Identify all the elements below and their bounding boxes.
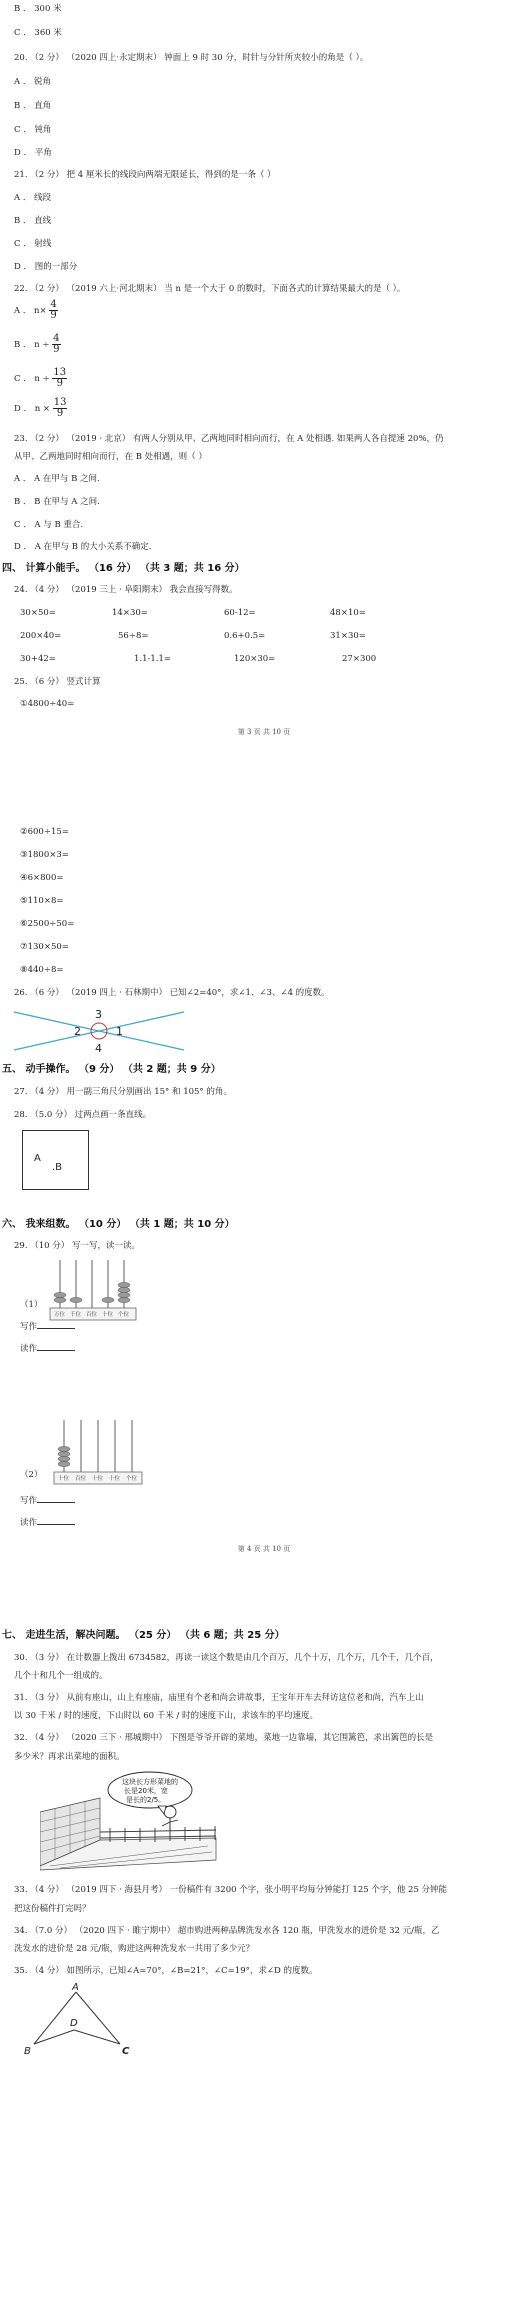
abacus-col-label: 百位	[86, 1312, 98, 1318]
q25-item-1: ①4800÷40=	[20, 699, 75, 709]
fraction: $\frac{4}{9}$	[53, 333, 60, 355]
calc-item: 1.1-1.1=	[134, 654, 172, 664]
intersecting-lines-diagram	[14, 1006, 184, 1054]
calc-item: 14×30=	[112, 608, 148, 618]
page-footer: 第 3 页 共 10 页	[237, 728, 291, 736]
section-5-heading: 五、 动手操作。 （9 分） （共 2 题；共 9 分）	[2, 1064, 221, 1075]
angle-label-4: 4	[95, 1042, 102, 1054]
question-34: 34. （7.0 分） （2020 四下 · 睢宁期中） 超市购进两种品牌洗发水各 120 瓶，甲洗发水的进价是 32 元/瓶，乙	[14, 1926, 440, 1936]
read-line-2: 读作	[20, 1516, 75, 1528]
fraction: $\frac{13}{9}$	[53, 397, 67, 419]
section-6-heading: 六、 我来组数。 （10 分） （共 1 题；共 10 分）	[2, 1219, 235, 1230]
abacus-1-label: （1）	[20, 1300, 43, 1310]
calc-item: 30×50=	[20, 608, 56, 618]
bubble-text-2: 长是20米，宽	[124, 1787, 168, 1795]
question-20: 20. （2 分） （2020 四上·永定期末） 钟面上 9 时 30 分，时针与分针所夹较小的角是（ ）。	[14, 53, 369, 63]
question-31-cont: 以 30 千米 / 时的速度，下山时以 60 千米 / 时的速度下山，求该车的平均速度。	[14, 1711, 318, 1721]
question-32-cont: 多少米？再求出菜地的面积。	[14, 1752, 125, 1762]
question-30-cont: 几个十和几个一组成的。	[14, 1671, 108, 1681]
calc-item: 0.6+0.5=	[224, 631, 266, 641]
calc-item: 60-12=	[224, 608, 256, 618]
calc-item: 120×30=	[234, 654, 276, 664]
question-31: 31. （3 分） 从前有座山，山上有座庙，庙里有个老和尚会讲故事，王宝年开车去拜访这位老和尚，汽车上山	[14, 1693, 424, 1703]
q22b-prefix: B ． n ÷	[14, 340, 50, 350]
angle-label-2: 2	[74, 1025, 81, 1038]
read-line-1: 读作	[20, 1342, 75, 1354]
q23-option-b: B ． B 在甲与 A 之间.	[14, 497, 100, 507]
abacus-col-label: 十位	[109, 1476, 121, 1482]
question-33: 33. （4 分） （2019 四下 · 海县月考） 一份稿件有 3200 个字，张小明平均每分钟能打 125 个字，他 25 分钟能	[14, 1885, 448, 1895]
question-29: 29. （10 分） 写一写，读一读。	[14, 1241, 140, 1251]
calc-item: 56÷8=	[118, 631, 149, 641]
q25-item-4: ④6×800=	[20, 873, 64, 883]
question-26: 26. （6 分） （2019 四上 · 石林期中） 已知∠2=40°，求∠1、∠3、∠4 的度数。	[14, 988, 330, 998]
vertex-c: C	[122, 2046, 130, 2057]
q22-option-c	[14, 368, 67, 389]
option-c: C ． 360 米	[14, 28, 62, 38]
abacus-2-label: （2）	[20, 1470, 43, 1480]
calc-item: 200×40=	[20, 631, 62, 641]
angle-label-3: 3	[95, 1008, 102, 1021]
question-32: 32. （4 分） （2020 三下 · 邢城期中） 下图是爷爷开辟的菜地，菜地一边靠墙，其它围篱笆，求出篱笆的长是	[14, 1733, 434, 1743]
abacus-col-label: 十位	[92, 1476, 104, 1482]
q25-item-6: ⑥2500÷50=	[20, 919, 75, 929]
triangle-diagram	[20, 1980, 140, 2060]
question-27: 27. （4 分） 用一副三角尺分别画出 15° 和 105° 的角。	[14, 1087, 232, 1097]
question-33-cont: 把这份稿件打完吗？	[14, 1904, 91, 1914]
q23-option-c: C ． A 与 B 重合.	[14, 520, 84, 530]
question-22: 22. （2 分） （2019 六上·河北期末） 当 n 是一个大于 0 的数时，下面各式的计算结果最大的是（ ）。	[14, 284, 406, 294]
abacus-col-label: 百位	[75, 1476, 87, 1482]
abacus-col-label: 十位	[102, 1312, 114, 1318]
abacus-col-label: 十位	[58, 1476, 70, 1482]
calc-item: 48×10=	[330, 608, 366, 618]
q22-option-d	[14, 398, 67, 419]
fraction: $\frac{13}{9}$	[53, 367, 67, 389]
q22d-prefix: D ． n ×	[14, 404, 51, 414]
bubble-text-1: 这块长方形菜地的	[122, 1778, 178, 1786]
q22-option-a	[14, 300, 58, 321]
write-line-2: 写作	[20, 1494, 75, 1506]
abacus-2	[52, 1416, 144, 1486]
question-21: 21. （2 分） 把 4 厘米长的线段向两端无限延长，得到的是一条（ ）	[14, 170, 276, 180]
q21-option-a: A ． 线段	[14, 193, 52, 203]
abacus-1	[48, 1256, 138, 1322]
question-24: 24. （4 分） （2019 三上 · 阜阳期末） 我会直接写得数。	[14, 585, 238, 595]
calc-item: 30+42=	[20, 654, 56, 664]
question-25: 25. （6 分） 竖式计算	[14, 677, 101, 687]
q25-item-8: ⑧440÷8=	[20, 965, 64, 975]
q21-option-b: B ． 直线	[14, 216, 52, 226]
q20-option-a: A ． 锐角	[14, 77, 52, 87]
point-a: A	[34, 1153, 41, 1164]
q21-option-d: D ． 图的一部分	[14, 262, 78, 272]
garden-illustration	[40, 1770, 226, 1874]
question-23-cont: 从甲、乙两地同时相向而行，在 B 处相遇，则（ ）	[14, 452, 207, 462]
bubble-text-3: 是长的2/5。	[126, 1796, 166, 1804]
vertex-b: B	[24, 2046, 31, 2057]
q25-item-5: ⑤110×8=	[20, 896, 64, 906]
q20-option-d: D ． 平角	[14, 148, 52, 158]
question-23: 23. （2 分） （2019 · 北京） 有两人分别从甲、乙两地同时相向而行，在 A 处相遇. 如果两人各自提速 20%，仍	[14, 434, 444, 444]
option-b: B ． 300 米	[14, 4, 62, 14]
q22a-prefix: A ． n×	[14, 306, 47, 316]
abacus-col-label: 万位	[54, 1312, 66, 1318]
q20-option-c: C ． 钝角	[14, 125, 52, 135]
q23-option-a: A ． A 在甲与 B 之间.	[14, 474, 100, 484]
q23-option-d: D ． A 在甲与 B 的大小关系不确定.	[14, 542, 152, 552]
calc-item: 27×300	[342, 654, 377, 664]
question-30: 30. （3 分） 在计数器上拨出 6734582，再读一读这个数是由几个百万，几个十万，几个万，几个千，几个百，	[14, 1653, 439, 1663]
q22c-prefix: C ． n ÷	[14, 374, 50, 384]
vertex-a: A	[72, 1982, 79, 1993]
q25-item-3: ③1800×3=	[20, 850, 69, 860]
point-b: .B	[52, 1162, 63, 1173]
angle-label-1: 1	[116, 1025, 123, 1038]
section-7-heading: 七、 走进生活，解决问题。 （25 分） （共 6 题；共 25 分）	[2, 1630, 285, 1641]
abacus-col-label: 个位	[126, 1476, 138, 1482]
q25-item-7: ⑦130×50=	[20, 942, 69, 952]
q20-option-b: B ． 直角	[14, 101, 52, 111]
q22-option-b	[14, 334, 61, 355]
abacus-col-label: 千位	[70, 1312, 82, 1318]
section-4-heading: 四、 计算小能手。 （16 分） （共 3 题；共 16 分）	[2, 563, 245, 574]
abacus-col-label: 个位	[118, 1312, 130, 1318]
question-28: 28. （5.0 分） 过两点画一条直线。	[14, 1110, 152, 1120]
calc-item: 31×30=	[330, 631, 366, 641]
q25-item-2: ②600÷15=	[20, 827, 69, 837]
question-34-cont: 洗发水的进价是 28 元/瓶，购进这两种洗发水一共用了多少元？	[14, 1944, 255, 1954]
q21-option-c: C ． 射线	[14, 239, 52, 249]
fraction: $\frac{4}{9}$	[50, 299, 57, 321]
vertex-d: D	[70, 2018, 78, 2029]
question-35: 35. （4 分） 如图所示，已知∠A=70°，∠B=21°，∠C=19°，求∠D 的度数。	[14, 1966, 318, 1976]
write-line-1: 写作	[20, 1320, 75, 1332]
drawing-box	[22, 1130, 89, 1190]
page-footer: 第 4 页 共 10 页	[237, 1545, 291, 1553]
